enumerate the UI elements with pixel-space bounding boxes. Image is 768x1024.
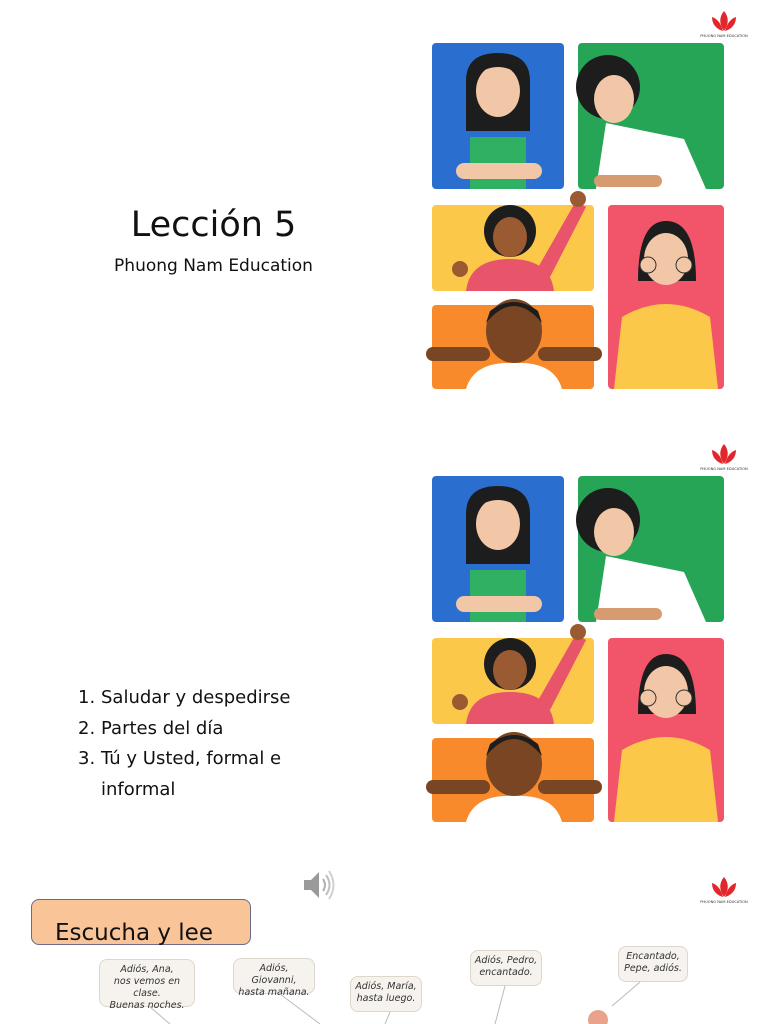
agenda-text: Partes del día [101,717,224,739]
agenda-number: 2. [78,717,96,739]
agenda-number: 3. [78,748,96,769]
lotus-icon [698,442,750,468]
emotions-collage [426,41,726,393]
emotions-collage [426,474,726,826]
collage-illustration [426,41,726,393]
slide-agenda [0,433,768,866]
logo-caption: PHUONG NAM EDUCATION [700,467,748,471]
agenda-list [78,683,301,805]
heading-text: Escucha y lee [55,920,213,946]
character-head [588,1010,608,1024]
slide-listen-read [0,866,768,1024]
logo-caption: PHUONG NAM EDUCATION [700,34,748,38]
speech-bubble: Adiós, Giovanni, hasta mañana. [233,958,315,994]
agenda-item [78,744,301,805]
agenda-item [78,683,301,714]
collage-illustration [426,474,726,826]
lesson-subtitle: Phuong Nam Education [114,256,313,276]
agenda-number: 1. [78,687,96,708]
agenda-text: Saludar y despedirse [101,687,291,708]
brand-logo [698,442,750,474]
bubble-tails [0,866,768,1024]
agenda-item [78,714,301,745]
speech-bubble: Adiós, Pedro, encantado. [470,950,542,986]
slide-title [0,0,768,433]
brand-logo [698,9,750,41]
agenda-text: Tú y Usted, formal e informal [101,748,282,800]
lesson-title: Lección 5 [130,205,297,245]
logo-caption: PHUONG NAM EDUCATION [700,900,748,904]
speech-bubble: Adiós, María, hasta luego. [350,976,422,1012]
speech-bubble: Adiós, Ana, nos vemos en clase. Buenas noches. [99,959,195,1007]
lotus-icon [698,9,750,35]
speech-bubble: Encantado, Pepe, adiós. [618,946,688,982]
